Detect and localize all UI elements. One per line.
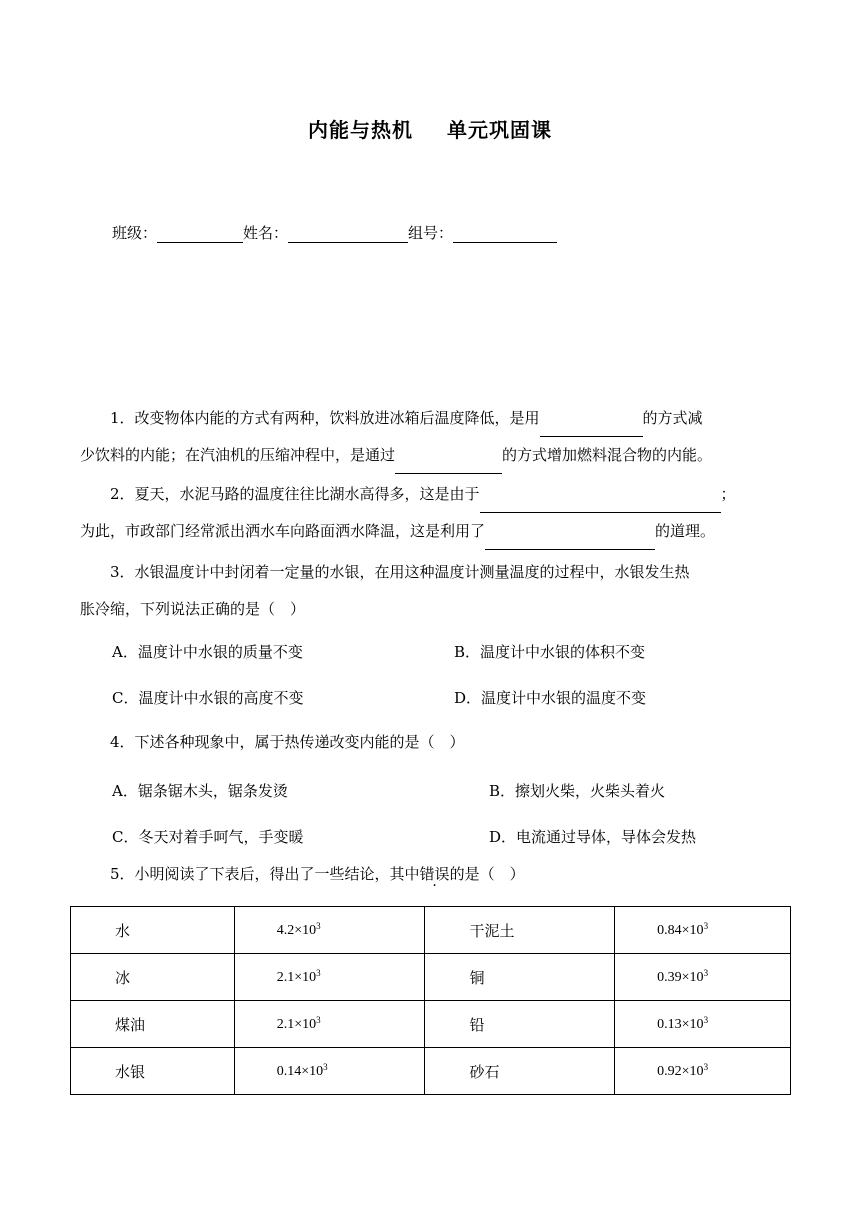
table-cell-substance: 水	[71, 907, 235, 954]
q4-option-b[interactable]: B．擦划火柴，火柴头着火	[489, 782, 666, 800]
table-cell-substance: 砂石	[425, 1048, 615, 1095]
q2-blank-2[interactable]	[485, 532, 655, 550]
name-label: 姓名：	[243, 224, 289, 242]
group-blank[interactable]	[453, 225, 557, 243]
q3-text: 3．水银温度计中封闭着一定量的水银，在用这种温度计测量温度的过程中，水银发生热	[110, 563, 690, 581]
table-cell-value: $2.1\times 10^3$	[234, 954, 425, 1001]
title-sub: 单元巩固课	[447, 118, 552, 142]
q1-text: 的方式增加燃料混合物的内能。	[502, 446, 713, 464]
table-cell-value: $0.92\times 10^3$	[615, 1048, 791, 1095]
table-cell-value: $0.13\times 10^3$	[615, 1001, 791, 1048]
q3-option-a[interactable]: A．温度计中水银的质量不变	[112, 643, 303, 661]
table-row	[71, 907, 791, 954]
table-cell-substance: 冰	[71, 954, 235, 1001]
q2-blank-1[interactable]	[480, 495, 721, 513]
table-cell-value: $0.84\times 10^3$	[615, 907, 791, 954]
name-blank[interactable]	[288, 225, 408, 243]
q3-option-d[interactable]: D．温度计中水银的温度不变	[454, 689, 647, 707]
question-4	[80, 724, 780, 761]
table-cell-substance: 水银	[71, 1048, 235, 1095]
q2-text: 2．夏天，水泥马路的温度往往比湖水高得多，这是由于	[110, 485, 480, 503]
table-cell-substance: 铜	[425, 954, 615, 1001]
q1-text: 少饮料的内能；在汽油机的压缩冲程中，是通过	[80, 446, 396, 464]
q5-text: 5．小明阅读了下表后，得出了一些结论，其中	[110, 865, 420, 883]
q4-text: 4．下述各种现象中，属于热传递改变内能的是（ ）	[110, 733, 465, 751]
title-main: 内能与热机	[308, 118, 413, 142]
q3-option-b[interactable]: B．温度计中水银的体积不变	[454, 643, 646, 661]
q2-text: 的道理。	[655, 522, 716, 540]
q4-option-c[interactable]: C．冬天对着手呵气，手变暖	[112, 828, 304, 846]
q5-emphasis-text: 错误	[419, 865, 450, 883]
specific-heat-table	[70, 906, 791, 1095]
q3-text: 胀冷缩，下列说法正确的是（ ）	[80, 600, 306, 618]
table-cell-substance: 干泥土	[425, 907, 615, 954]
table-row	[71, 1001, 791, 1048]
table-row	[71, 954, 791, 1001]
q5-text: 的是（ ）	[449, 865, 525, 883]
q1-blank-1[interactable]	[540, 419, 643, 437]
class-label: 班级：	[112, 224, 158, 242]
q2-text: ；	[720, 485, 736, 503]
student-info-line	[112, 222, 557, 243]
question-1	[80, 400, 780, 474]
page-title	[0, 114, 860, 143]
q4-option-a[interactable]: A．锯条锯木头，锯条发烫	[112, 782, 288, 800]
q1-text: 1．改变物体内能的方式有两种，饮料放进冰箱后温度降低，是用	[110, 409, 540, 427]
table-cell-substance: 铅	[425, 1001, 615, 1048]
group-label: 组号：	[408, 224, 454, 242]
table-cell-substance: 煤油	[71, 1001, 235, 1048]
question-3	[80, 554, 780, 628]
q2-text: 为此，市政部门经常派出洒水车向路面洒水降温，这是利用了	[80, 522, 486, 540]
table-cell-value: $4.2\times 10^3$	[234, 907, 425, 954]
table-cell-value: $0.39\times 10^3$	[615, 954, 791, 1001]
question-5	[80, 856, 780, 893]
q1-text: 的方式减	[642, 409, 703, 427]
table-cell-value: $2.1\times 10^3$	[234, 1001, 425, 1048]
q1-blank-2[interactable]	[395, 456, 502, 474]
q3-option-c[interactable]: C．温度计中水银的高度不变	[112, 689, 304, 707]
table-cell-value: $0.14\times 10^3$	[234, 1048, 425, 1095]
table-row	[71, 1048, 791, 1095]
question-2	[80, 476, 780, 550]
class-blank[interactable]	[157, 225, 243, 243]
q4-option-d[interactable]: D．电流通过导体，导体会发热	[489, 828, 697, 846]
